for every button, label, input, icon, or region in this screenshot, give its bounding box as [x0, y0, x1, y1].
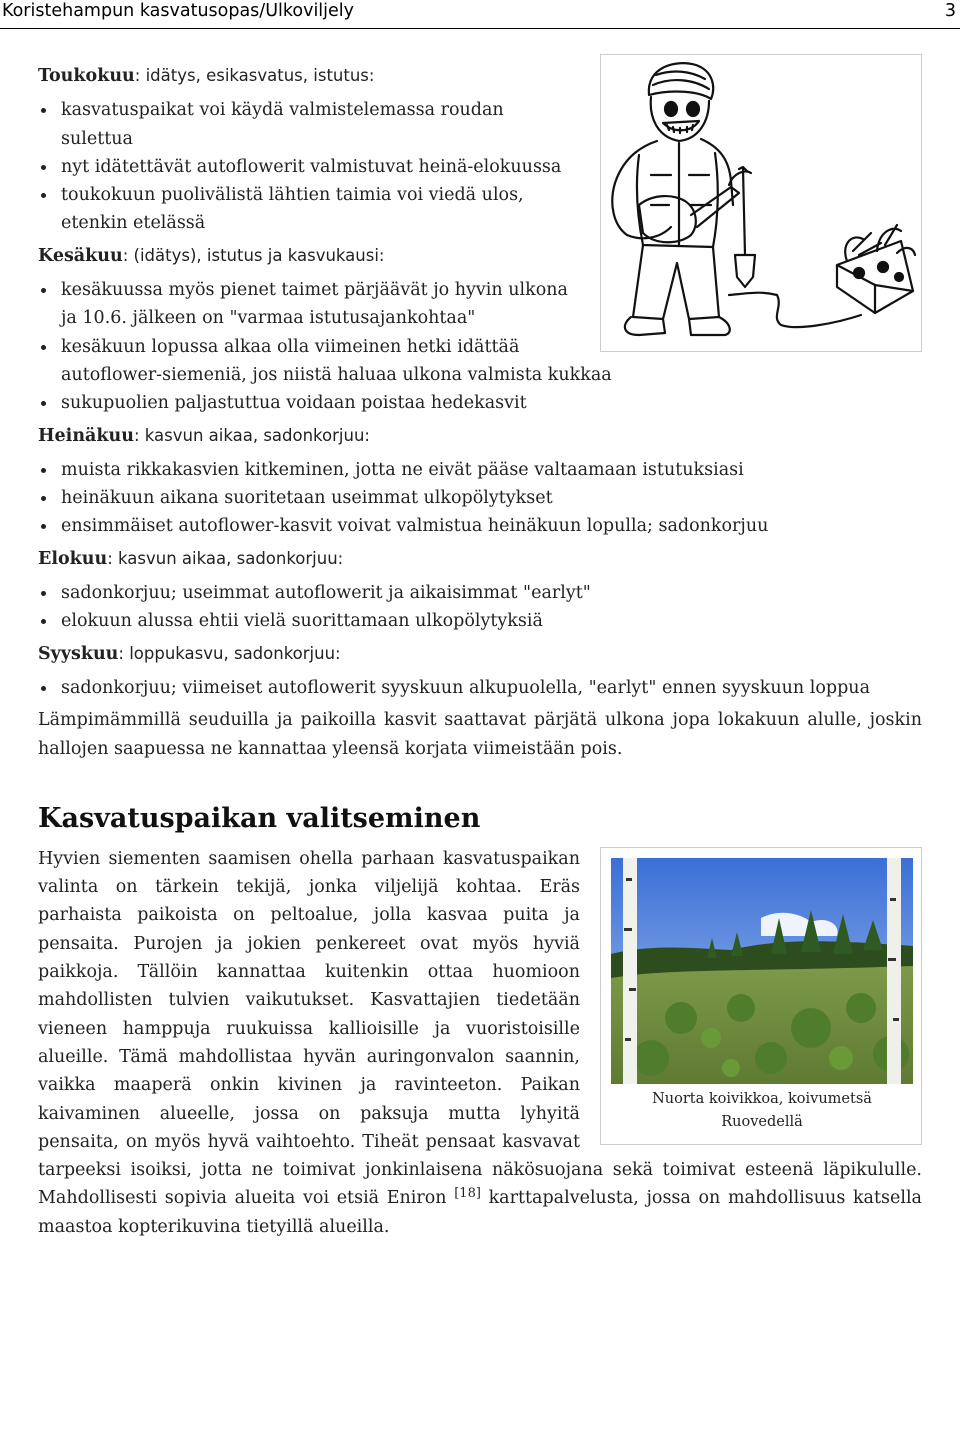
- closing-paragraph: Lämpimämmillä seuduilla ja paikoilla kasvit saattavat pärjätä ulkona jopa lokakuun alulle, joskin hallojen saapuessa ne kannattaa yleensä korjata viimeistään pois.: [38, 710, 922, 759]
- month-name: Kesäkuu: [38, 245, 123, 266]
- list-item: heinäkuun aikana suoritetaan useimmat ulkopölytykset: [38, 484, 922, 512]
- month-name: Heinäkuu: [38, 425, 134, 446]
- month-name: Elokuu: [38, 548, 108, 569]
- month-heading-heinakuu: [38, 422, 922, 450]
- bullet-list-elokuu: [38, 579, 922, 636]
- photo-caption: Nuorta koivikkoa, koivumetsä Ruovedellä: [652, 1090, 872, 1130]
- section-heading: Kasvatuspaikan valitseminen: [38, 802, 481, 834]
- list-item: toukokuun puolivälistä lähtien taimia voi viedä ulos, etenkin etelässä: [38, 181, 578, 238]
- main-content: [38, 62, 922, 1241]
- list-item: nyt idätettävät autoflowerit valmistuvat heinä-elokuussa: [38, 153, 578, 181]
- birch-forest-photo: [611, 858, 913, 1084]
- bullet-list-heinakuu: [38, 456, 922, 541]
- month-name: Syyskuu: [38, 643, 119, 664]
- birch-photo-figure: [600, 847, 922, 1145]
- list-item: kesäkuussa myös pienet taimet pärjäävät jo hyvin ulkona ja 10.6. jälkeen on "varmaa istutusajankohtaa": [38, 276, 591, 333]
- month-description: : kasvun aikaa, sadonkorjuu:: [133, 425, 370, 445]
- section-paragraph-end: karttapalvelusta, jossa on mahdollisuus katsella maastoa kopterikuvina tietyillä alueilla.: [38, 1188, 922, 1237]
- bullet-list-toukokuu: [38, 96, 578, 237]
- page-number: 3: [944, 1, 956, 21]
- header-title: Koristehampun kasvatusopas/Ulkoviljely: [2, 1, 355, 21]
- section-paragraph-start: Hyvien siementen saamisen ohella parhaan kasvatuspaikan valinta on tärkein tekijä, jonka viljelijä kohtaa. Eräs parhaista paikoista on peltoalue, jolla kasvaa puita ja pensaita. Purojen ja jokien penkereet ovat myös hyviä paikkoja. Tällöin kannattaa kuitenkin ottaa huomioon mahdollisten tulvien vaikutukset. Kasvattajien tiedetään vieneen hamppuja ruukuissa kallioisille ja vuoristoisille alueille. Tämä mahdollistaa hyvän auringonvalon saannin, vaikka maaperä onkin kivinen ja ravinteeton. Paikan kaivaminen alueelle, jossa on paksuja mutta lyhyitä pensaita, on myös hyvä vaihtoehto. Tiheät pensaat kasvavat tarpeeksi isoiksi, jotta ne toimivat jonkinlaisena näkösuojana sekä toimivat esteenä läpikululle. Mahdollisesti sopivia alueita voi etsiä Eniron: [38, 848, 922, 1209]
- list-item: kasvatuspaikat voi käydä valmistelemassa roudan sulettua: [38, 96, 578, 153]
- reference-link[interactable]: [18]: [454, 1186, 481, 1202]
- list-item: elokuun alussa ehtii vielä suorittamaan ulkopölytyksiä: [38, 607, 922, 635]
- month-description: : loppukasvu, sadonkorjuu:: [118, 643, 341, 663]
- list-item: sadonkorjuu; useimmat autoflowerit ja aikaisimmat "earlyt": [38, 579, 922, 607]
- list-item: ensimmäiset autoflower-kasvit voivat valmistua heinäkuun lopulla; sadonkorjuu: [38, 512, 922, 540]
- month-description: : (idätys), istutus ja kasvukausi:: [122, 245, 385, 265]
- list-item: kesäkuun lopussa alkaa olla viimeinen hetki idättää autoflower-siemeniä, jos niistä haluaa ulkona valmista kukkaa: [38, 333, 922, 390]
- month-heading-syyskuu: [38, 640, 922, 668]
- month-description: : idätys, esikasvatus, istutus:: [134, 66, 375, 85]
- gardener-cartoon-icon: [601, 55, 921, 351]
- gardener-cartoon-figure: [600, 54, 922, 352]
- month-name: Toukokuu: [38, 66, 135, 86]
- list-item: muista rikkakasvien kitkeminen, jotta ne eivät pääse valtaamaan istutuksiasi: [38, 456, 922, 484]
- page-header: [0, 0, 960, 29]
- list-item: sadonkorjuu; viimeiset autoflowerit syyskuun alkupuolella, "earlyt" ennen syyskuun loppua: [38, 674, 922, 702]
- month-heading-elokuu: [38, 545, 922, 573]
- list-item: sukupuolien paljastuttua voidaan poistaa hedekasvit: [38, 389, 922, 417]
- month-description: : kasvun aikaa, sadonkorjuu:: [107, 548, 344, 568]
- bullet-list-syyskuu: [38, 674, 922, 702]
